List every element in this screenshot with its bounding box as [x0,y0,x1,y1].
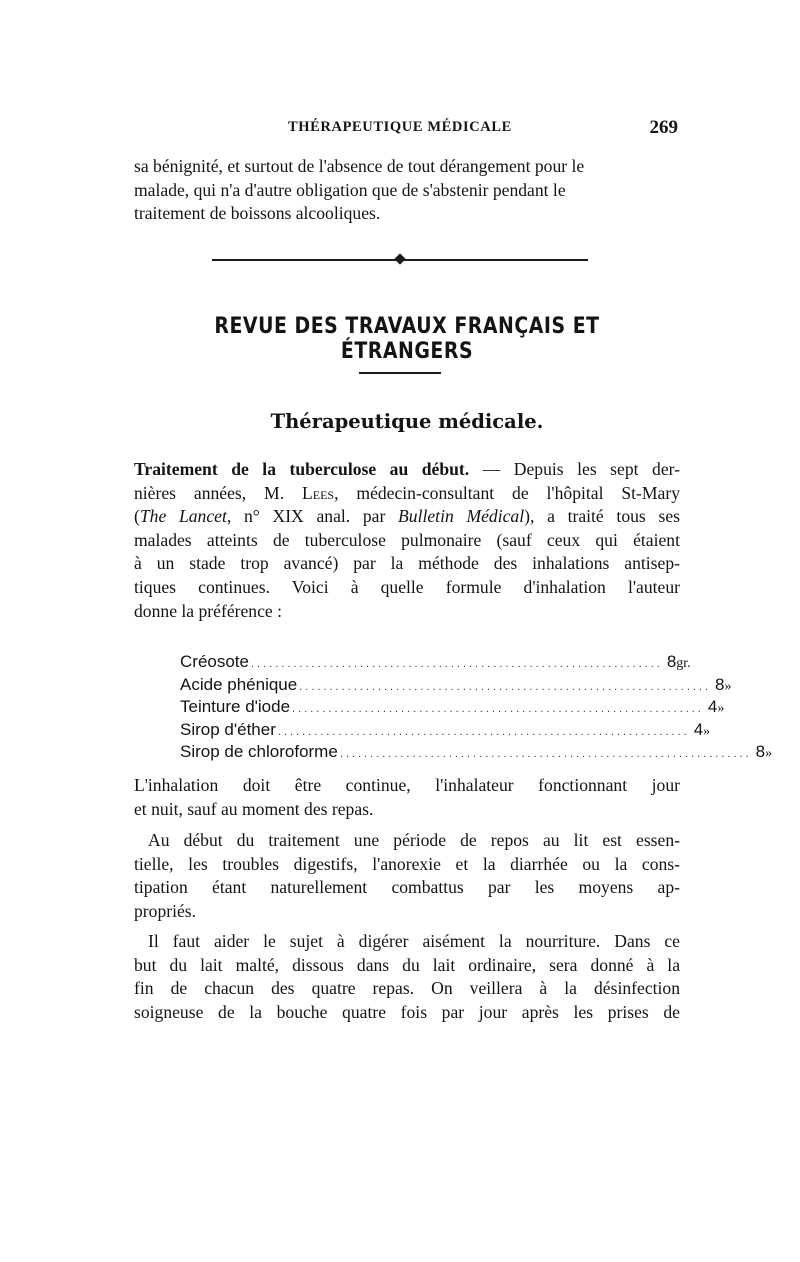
page-number: 269 [649,117,678,138]
text-line: malades atteints de tuberculose pulmonaire (sauf ceux qui étaient [134,529,680,550]
inhalation-paragraph [134,774,680,821]
dot-leader: .................................................................... [339,748,752,760]
ingredient-qty: 8 [666,652,677,671]
text-line: donne la préférence : [134,600,282,621]
text-line: traitement de boissons alcooliques. [134,203,381,224]
formula-row [180,697,725,720]
ingredient-unit: » [717,701,725,716]
short-rule [359,372,441,374]
ingredient-unit: » [703,723,711,739]
ingredient-unit: gr. [676,656,691,671]
running-head [136,117,680,141]
journal-name: The Lancet [139,506,227,527]
text-line: et nuit, sauf au moment des repas. [134,798,374,819]
formula-list [180,652,773,765]
formula-row [180,719,711,743]
text-line: Il faut aider le sujet à digérer aisément la nourriture. Dans ce [148,931,680,951]
text-line: propriés. [134,900,197,921]
dot-leader: .................................................................... [277,725,690,738]
subsection-title: Thérapeutique médicale. [270,410,544,433]
article-lead: Traitement de la tuberculose au début. [134,459,470,479]
nutrition-paragraph [134,930,680,1024]
ingredient-name: Sirop de chloroforme [180,742,338,761]
intro-paragraph [134,155,680,226]
text-line [134,482,680,506]
text-line: but du lait malté, dissous dans du lait ordinaire, sera donné à la [134,954,680,975]
text-span: , médecin-consultant de l'hôpital St-Mary [334,482,680,503]
text-span: , n° XIX anal. par [226,506,399,527]
dot-leader: .................................................................... [299,680,712,693]
text-line [134,505,680,529]
text-line: à un stade trop avancé) par la méthode des inhalations antisep- [134,553,680,574]
dot-leader: .................................................................... [292,703,704,715]
ingredient-name: Teinture d'iode [180,697,291,716]
text-line: sa bénignité, et surtout de l'absence de tout dérangement pour le [134,156,585,176]
formula-row [180,674,732,698]
text-line: tiques continues. Voici à quelle formule d'inhalation l'auteur [134,576,680,597]
text-line: fin de chacun des quatre repas. On veillera à la désinfection [134,978,680,999]
bulletin-name: Bulletin Médical [398,506,525,527]
ingredient-qty: 8 [755,742,766,761]
article-paragraph [134,458,680,623]
text-span: ), a traité tous ses [524,506,680,527]
text-line: malade, qui n'a d'autre obligation que de s'abstenir pendant le [134,179,566,200]
text-line [134,458,680,482]
ingredient-name: Sirop d'éther [180,719,276,739]
ingredient-unit: » [765,746,773,761]
section-title: REVUE DES TRAVAUX FRANÇAIS ET ÉTRANGERS [214,314,600,364]
formula-row [180,742,773,765]
text-line: L'inhalation doit être continue, l'inhalateur fonctionnant jour [134,775,680,795]
text-span: ( [134,506,140,527]
treatment-start-paragraph [134,829,680,923]
running-title: THÉRAPEUTIQUE MÉDICALE [288,119,512,135]
separator-ornament [394,253,405,264]
text-span: nières années, M. [134,482,302,503]
text-line: tipation étant naturellement combattus par les moyens ap- [134,877,680,898]
formula-row [180,652,691,675]
dot-leader: .................................................................... [250,658,663,670]
author-name: Lees [302,482,335,503]
ingredient-qty: 4 [707,697,718,716]
text-line: Au début du traitement une période de repos au lit est essen- [148,830,680,850]
ingredient-unit: » [724,678,732,694]
text-line: tielle, les troubles digestifs, l'anorexie et la diarrhée ou la cons- [134,853,680,874]
ingredient-name: Créosote [180,652,249,671]
ingredient-name: Acide phénique [180,674,298,694]
text-line: soigneuse de la bouche quatre fois par jour après les prises de [134,1001,680,1022]
ingredient-qty: 8 [715,674,725,694]
ingredient-qty: 4 [693,719,704,739]
text-span: — Depuis les sept der- [469,459,680,479]
